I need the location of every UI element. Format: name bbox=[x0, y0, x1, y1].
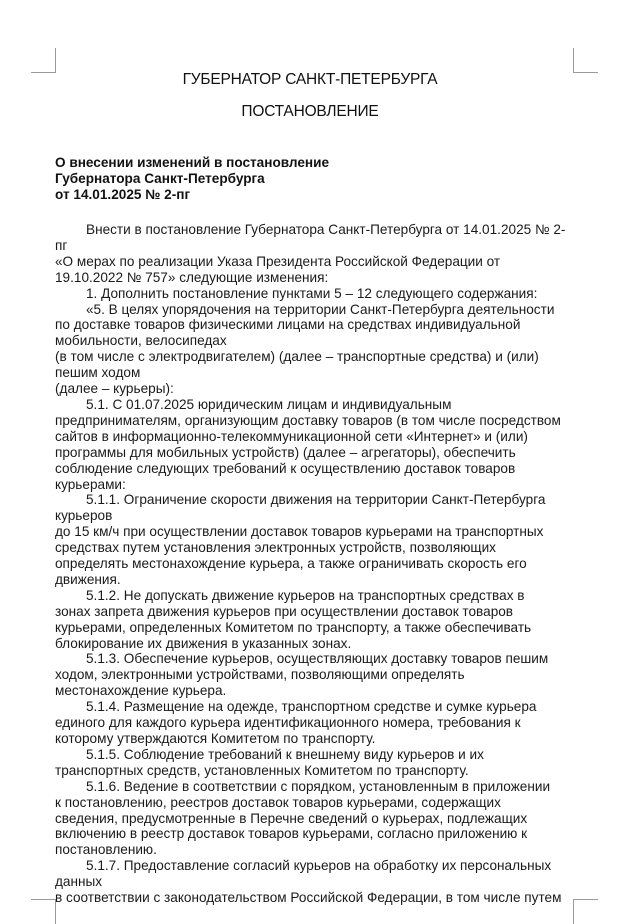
body-line: курьеров bbox=[55, 508, 113, 524]
body-line: 5.1.7. Предоставление согласий курьеров на обработку их персональных bbox=[86, 858, 552, 874]
body-line: (далее – курьеры): bbox=[55, 381, 174, 397]
subject-line: О внесении изменений в постановление bbox=[55, 155, 330, 170]
body-line: 5.1.1. Ограничение скорости движения на территории Санкт-Петербурга bbox=[86, 492, 546, 508]
body-line: (в том числе с электродвигателем) (далее – транспортные средства) и (или) bbox=[55, 349, 539, 365]
subject-line: от 14.01.2025 № 2-пг bbox=[55, 187, 191, 202]
body-line: 19.10.2022 № 757» следующие изменения: bbox=[55, 269, 329, 285]
body-line: определять местонахождение курьера, а также ограничивать скорость его bbox=[55, 556, 527, 572]
body-line: 5.1.4. Размещение на одежде, транспортном средстве и сумке курьера bbox=[86, 699, 537, 715]
body-line: 5.1.6. Ведение в соответствии с порядком, установленным в приложении bbox=[86, 778, 551, 794]
document-body bbox=[55, 222, 577, 906]
body-line: 5.1.5. Соблюдение требований к внешнему виду курьеров и их bbox=[86, 746, 484, 762]
body-line: зонах запрета движения курьеров при осуществлении доставок товаров bbox=[55, 603, 514, 619]
body-line: ходом, электронными устройствами, позволяющими определять bbox=[55, 667, 465, 683]
body-line: 5.1.3. Обеспечение курьеров, осуществляющих доставку товаров пешим bbox=[86, 651, 549, 667]
body-line: 5.1.2. Не допускать движение курьеров на транспортных средствах в bbox=[86, 587, 525, 603]
body-line: до 15 км/ч при осуществлении доставок товаров курьерами на транспортных bbox=[55, 524, 544, 540]
body-line: пешим ходом bbox=[55, 365, 141, 381]
body-line: движения. bbox=[55, 571, 121, 587]
body-line: предпринимателям, организующим доставку товаров (в том числе посредством bbox=[55, 412, 561, 428]
crop-mark-top-left bbox=[31, 48, 56, 73]
body-line: сведения, предусмотренные в Перечне сведений о курьерах, подлежащих bbox=[55, 810, 528, 826]
body-line: в соответствии с законодательством Российской Федерации, в том числе путем bbox=[55, 890, 562, 906]
body-line: 1. Дополнить постановление пунктами 5 – 12 следующего содержания: bbox=[86, 285, 538, 301]
subject-line: Губернатора Санкт-Петербурга bbox=[55, 171, 265, 186]
crop-mark-bottom-left bbox=[31, 899, 56, 924]
body-line: к постановлению, реестров доставок товаров курьерами, содержащих bbox=[55, 794, 501, 810]
body-line: пг bbox=[55, 237, 68, 253]
body-line: «5. В целях упорядочения на территории Санкт-Петербурга деятельности bbox=[86, 301, 555, 317]
body-line: Внести в постановление Губернатора Санкт-Петербурга от 14.01.2025 № 2- bbox=[86, 222, 566, 237]
body-line: местонахождение курьера. bbox=[55, 683, 227, 699]
body-line: курьерами, определенных Комитетом по транспорту, а также обеспечивать bbox=[55, 619, 532, 635]
body-line: блокирование их движения в указанных зонах. bbox=[55, 635, 352, 651]
body-line: единого для каждого курьера идентификационного номера, требования к bbox=[55, 715, 521, 731]
body-line: по доставке товаров физическими лицами на средствах индивидуальной bbox=[55, 317, 521, 333]
issuer-title: ГУБЕРНАТОР САНКТ-ПЕТЕРБУРГА bbox=[182, 71, 438, 88]
body-line: мобильности, велосипедах bbox=[55, 333, 227, 349]
body-line: сайтов в информационно-телекоммуникационной сети «Интернет» и (или) bbox=[55, 428, 528, 444]
body-line: 5.1. С 01.07.2025 юридическим лицам и индивидуальным bbox=[86, 396, 452, 412]
body-line: соблюдение следующих требований к осуществлению доставок товаров bbox=[55, 460, 516, 476]
body-line: транспортных средств, установленных Комитетом по транспорту. bbox=[55, 762, 469, 778]
body-line: постановлению. bbox=[55, 842, 157, 858]
document-subject bbox=[55, 155, 455, 203]
body-line: программы для мобильных устройств) (далее – агрегаторы), обеспечить bbox=[55, 444, 516, 460]
crop-mark-top-right bbox=[573, 48, 598, 73]
body-line: средствах путем установления электронных устройств, позволяющих bbox=[55, 540, 496, 556]
body-line: включению в реестр доставок товаров курьерами, согласно приложению к bbox=[55, 826, 528, 842]
document-type: ПОСТАНОВЛЕНИЕ bbox=[241, 103, 379, 120]
body-line: «О мерах по реализации Указа Президента Российской Федерации от bbox=[55, 253, 501, 269]
body-line: курьерами: bbox=[55, 476, 126, 492]
body-line: которому утверждаются Комитетом по транспорту. bbox=[55, 731, 376, 746]
body-line: данных bbox=[55, 874, 103, 890]
